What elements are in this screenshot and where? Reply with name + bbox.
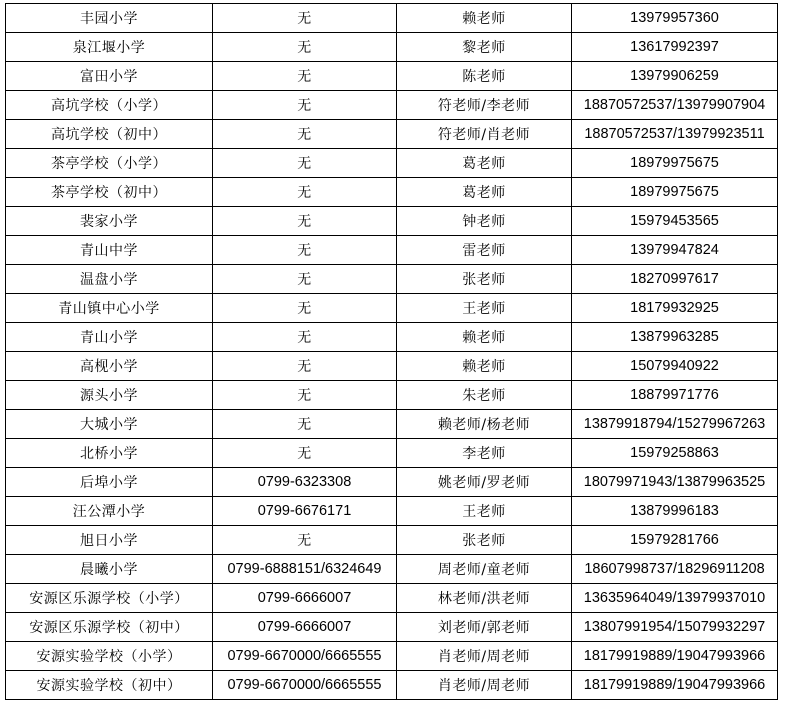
teacher-name-cell: 李老师 <box>397 439 572 468</box>
mobile-phone-cell: 13807991954/15079932297 <box>572 613 778 642</box>
office-phone-cell: 0799-6666007 <box>213 584 397 613</box>
office-phone-cell: 无 <box>213 294 397 323</box>
mobile-phone-cell: 18979975675 <box>572 149 778 178</box>
office-phone-cell: 无 <box>213 91 397 120</box>
mobile-phone-cell: 13879963285 <box>572 323 778 352</box>
mobile-phone-cell: 15979281766 <box>572 526 778 555</box>
teacher-name-cell: 符老师/肖老师 <box>397 120 572 149</box>
teacher-name-cell: 赖老师 <box>397 4 572 33</box>
school-name-cell: 汪公潭小学 <box>6 497 213 526</box>
school-name-cell: 后埠小学 <box>6 468 213 497</box>
mobile-phone-cell: 18179919889/19047993966 <box>572 642 778 671</box>
contact-table <box>5 3 778 700</box>
school-name-cell: 北桥小学 <box>6 439 213 468</box>
contact-table-container <box>5 3 778 700</box>
mobile-phone-cell: 18870572537/13979923511 <box>572 120 778 149</box>
office-phone-cell: 无 <box>213 120 397 149</box>
teacher-name-cell: 钟老师 <box>397 207 572 236</box>
mobile-phone-cell: 13979957360 <box>572 4 778 33</box>
teacher-name-cell: 葛老师 <box>397 178 572 207</box>
school-name-cell: 大城小学 <box>6 410 213 439</box>
teacher-name-cell: 雷老师 <box>397 236 572 265</box>
school-name-cell: 丰园小学 <box>6 4 213 33</box>
school-name-cell: 源头小学 <box>6 381 213 410</box>
teacher-name-cell: 张老师 <box>397 526 572 555</box>
school-name-cell: 安源区乐源学校（初中） <box>6 613 213 642</box>
table-row <box>6 4 778 33</box>
table-row <box>6 497 778 526</box>
office-phone-cell: 无 <box>213 410 397 439</box>
table-row <box>6 468 778 497</box>
mobile-phone-cell: 13879996183 <box>572 497 778 526</box>
teacher-name-cell: 刘老师/郭老师 <box>397 613 572 642</box>
mobile-phone-cell: 18870572537/13979907904 <box>572 91 778 120</box>
office-phone-cell: 无 <box>213 33 397 62</box>
teacher-name-cell: 赖老师 <box>397 323 572 352</box>
teacher-name-cell: 王老师 <box>397 497 572 526</box>
office-phone-cell: 无 <box>213 236 397 265</box>
office-phone-cell: 无 <box>213 149 397 178</box>
office-phone-cell: 0799-6888151/6324649 <box>213 555 397 584</box>
office-phone-cell: 无 <box>213 265 397 294</box>
school-name-cell: 青山小学 <box>6 323 213 352</box>
mobile-phone-cell: 13879918794/15279967263 <box>572 410 778 439</box>
school-name-cell: 安源实验学校（小学） <box>6 642 213 671</box>
office-phone-cell: 无 <box>213 4 397 33</box>
school-name-cell: 青山镇中心小学 <box>6 294 213 323</box>
mobile-phone-cell: 13979906259 <box>572 62 778 91</box>
office-phone-cell: 0799-6670000/6665555 <box>213 642 397 671</box>
teacher-name-cell: 黎老师 <box>397 33 572 62</box>
office-phone-cell: 无 <box>213 178 397 207</box>
table-row <box>6 62 778 91</box>
teacher-name-cell: 陈老师 <box>397 62 572 91</box>
office-phone-cell: 无 <box>213 439 397 468</box>
table-row <box>6 642 778 671</box>
mobile-phone-cell: 13635964049/13979937010 <box>572 584 778 613</box>
school-name-cell: 青山中学 <box>6 236 213 265</box>
table-row <box>6 555 778 584</box>
teacher-name-cell: 赖老师/杨老师 <box>397 410 572 439</box>
school-name-cell: 安源实验学校（初中） <box>6 671 213 700</box>
school-name-cell: 安源区乐源学校（小学） <box>6 584 213 613</box>
teacher-name-cell: 朱老师 <box>397 381 572 410</box>
office-phone-cell: 无 <box>213 323 397 352</box>
mobile-phone-cell: 13617992397 <box>572 33 778 62</box>
office-phone-cell: 0799-6323308 <box>213 468 397 497</box>
office-phone-cell: 0799-6676171 <box>213 497 397 526</box>
mobile-phone-cell: 18179919889/19047993966 <box>572 671 778 700</box>
school-name-cell: 泉江堰小学 <box>6 33 213 62</box>
mobile-phone-cell: 18879971776 <box>572 381 778 410</box>
mobile-phone-cell: 15079940922 <box>572 352 778 381</box>
table-row <box>6 584 778 613</box>
mobile-phone-cell: 18979975675 <box>572 178 778 207</box>
table-row <box>6 294 778 323</box>
school-name-cell: 温盘小学 <box>6 265 213 294</box>
mobile-phone-cell: 18079971943/13879963525 <box>572 468 778 497</box>
school-name-cell: 富田小学 <box>6 62 213 91</box>
office-phone-cell: 无 <box>213 207 397 236</box>
mobile-phone-cell: 18270997617 <box>572 265 778 294</box>
school-name-cell: 裴家小学 <box>6 207 213 236</box>
table-row <box>6 265 778 294</box>
school-name-cell: 高坑学校（初中） <box>6 120 213 149</box>
table-row <box>6 91 778 120</box>
table-row <box>6 120 778 149</box>
teacher-name-cell: 张老师 <box>397 265 572 294</box>
mobile-phone-cell: 18607998737/18296911208 <box>572 555 778 584</box>
teacher-name-cell: 赖老师 <box>397 352 572 381</box>
school-name-cell: 高枧小学 <box>6 352 213 381</box>
office-phone-cell: 无 <box>213 352 397 381</box>
table-row <box>6 410 778 439</box>
office-phone-cell: 无 <box>213 62 397 91</box>
mobile-phone-cell: 18179932925 <box>572 294 778 323</box>
teacher-name-cell: 林老师/洪老师 <box>397 584 572 613</box>
table-row <box>6 323 778 352</box>
mobile-phone-cell: 13979947824 <box>572 236 778 265</box>
school-name-cell: 旭日小学 <box>6 526 213 555</box>
table-row <box>6 178 778 207</box>
table-row <box>6 33 778 62</box>
teacher-name-cell: 周老师/童老师 <box>397 555 572 584</box>
school-name-cell: 茶亭学校（初中） <box>6 178 213 207</box>
teacher-name-cell: 符老师/李老师 <box>397 91 572 120</box>
office-phone-cell: 0799-6666007 <box>213 613 397 642</box>
office-phone-cell: 无 <box>213 526 397 555</box>
mobile-phone-cell: 15979258863 <box>572 439 778 468</box>
school-name-cell: 茶亭学校（小学） <box>6 149 213 178</box>
table-row <box>6 352 778 381</box>
table-row <box>6 613 778 642</box>
table-row <box>6 381 778 410</box>
table-row <box>6 526 778 555</box>
contact-table-body <box>6 4 778 700</box>
office-phone-cell: 0799-6670000/6665555 <box>213 671 397 700</box>
office-phone-cell: 无 <box>213 381 397 410</box>
table-row <box>6 439 778 468</box>
teacher-name-cell: 葛老师 <box>397 149 572 178</box>
table-row <box>6 149 778 178</box>
teacher-name-cell: 肖老师/周老师 <box>397 642 572 671</box>
school-name-cell: 高坑学校（小学） <box>6 91 213 120</box>
mobile-phone-cell: 15979453565 <box>572 207 778 236</box>
teacher-name-cell: 肖老师/周老师 <box>397 671 572 700</box>
table-row <box>6 236 778 265</box>
school-name-cell: 晨曦小学 <box>6 555 213 584</box>
table-row <box>6 207 778 236</box>
teacher-name-cell: 姚老师/罗老师 <box>397 468 572 497</box>
teacher-name-cell: 王老师 <box>397 294 572 323</box>
table-row <box>6 671 778 700</box>
